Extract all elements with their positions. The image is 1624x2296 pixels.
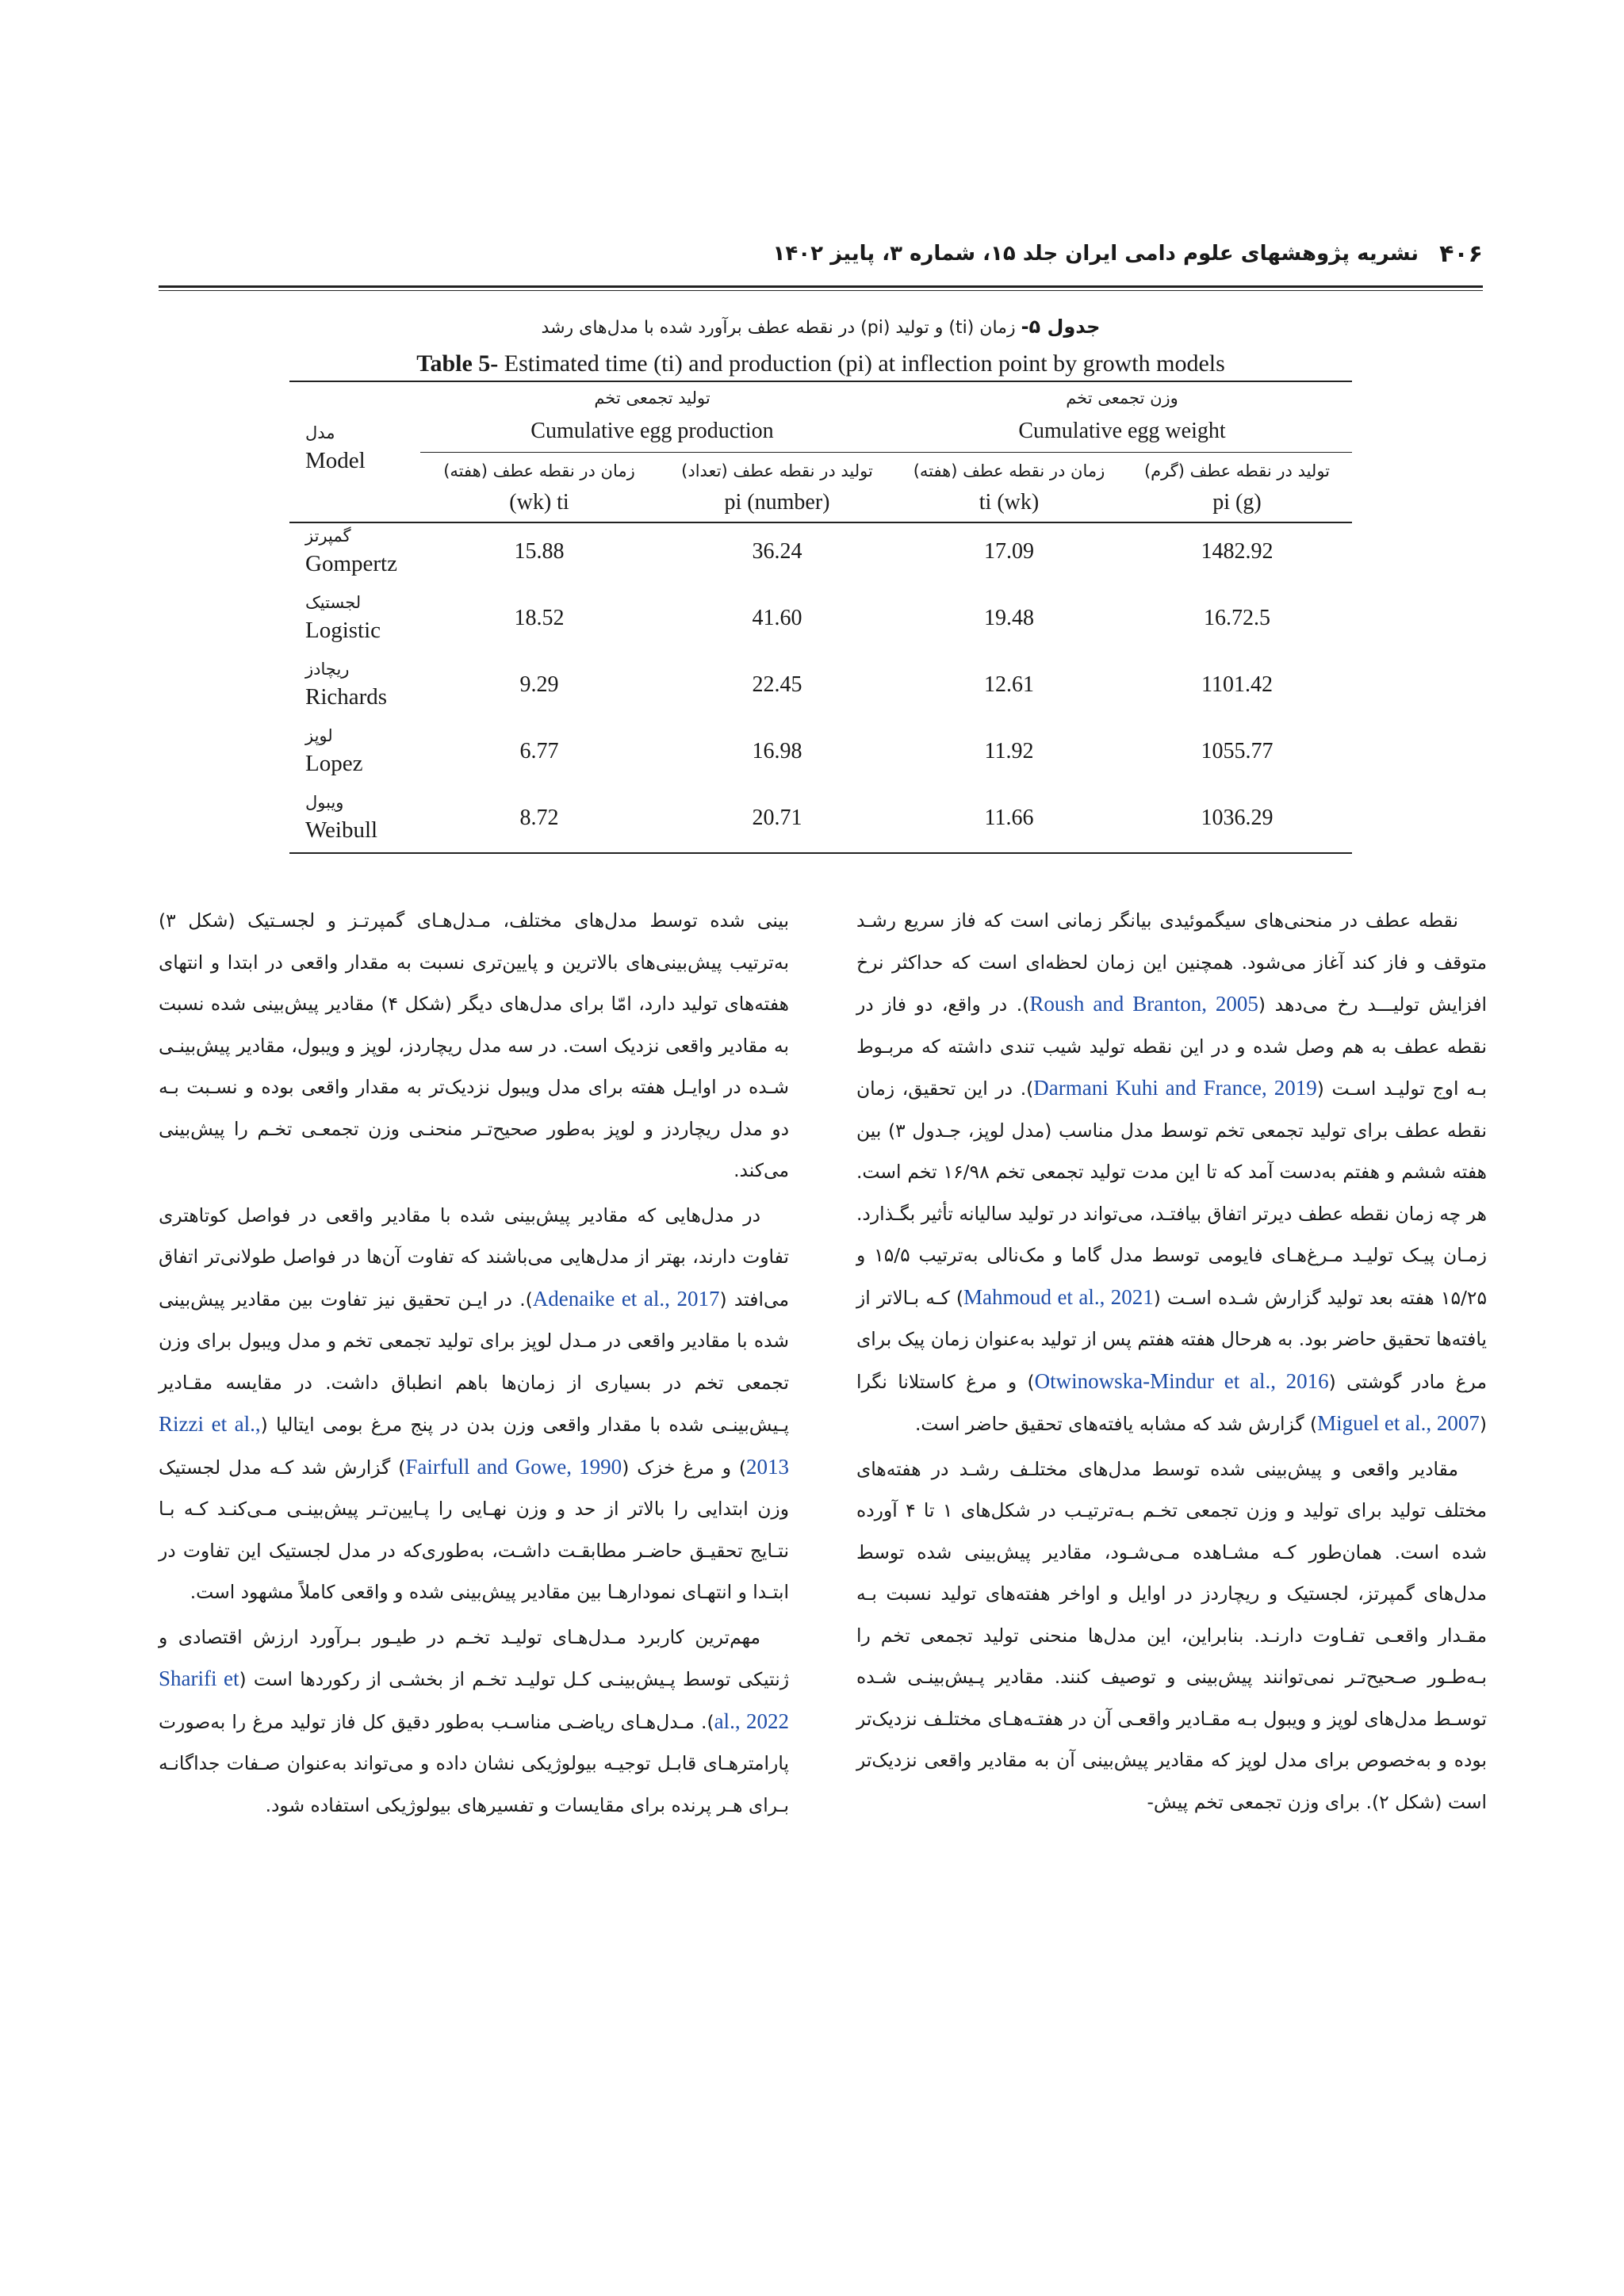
model-name-en: Lopez <box>305 751 363 776</box>
col3-header-en: ti (wk) <box>979 490 1040 515</box>
table-cell: 8.72 <box>519 806 559 830</box>
running-header <box>159 238 1483 270</box>
text: ). در ایـن تحقیق نیز تفاوت بین مقادیر پیش‌بینی شده با مقادیر واقعی در مـدل لوپز برای تولید تجمعی تخم و مدل ویبول برای وزن تجمعی تخم در بسیاری از زمان‌ها باهم انطباق داشت. در مقایسه مقـادیر پـیش‌بینـی شده با مقدار واقعی وزن بدن در پنج مرغ بومی ایتالیا ( <box>159 1288 790 1436</box>
citation-link[interactable]: Roush and Branton, 2005 <box>1029 992 1258 1016</box>
text: نقطه عطف در منحنی‌های سیگموئیدی بیانگر زمانی است که فاز سریع رشـد متوقف و فاز کند آغاز می‌شود. همچنین این زمان لحظه‌ای است که حداکثر نرخ افزایش تولیـــد رخ می‌دهد ( <box>856 909 1487 1016</box>
citation-link[interactable]: Miguel et al., 2007 <box>1317 1411 1480 1435</box>
citation-link[interactable]: Rizzi et al., 2013 <box>159 1412 790 1479</box>
citation-link[interactable]: Fairfull and Gowe, 1990 <box>405 1454 622 1479</box>
table-cell: 6.77 <box>519 739 559 763</box>
model-name-en: Richards <box>305 684 388 710</box>
text: ) گزارش شد که مشابه یافته‌های تحقیق حاضر است. <box>914 1413 1318 1435</box>
table-cell: 41.60 <box>752 606 802 630</box>
table-caption-fa-label: جدول ۵- <box>1021 316 1101 338</box>
paragraph <box>856 900 1487 1445</box>
table-cell: 15.88 <box>514 539 565 564</box>
model-name-fa: ریچادز <box>305 660 350 679</box>
table-caption-fa <box>159 316 1483 338</box>
col1-header-en: (wk) ti <box>509 490 569 515</box>
col2-header-en: pi (number) <box>724 490 830 515</box>
text: در مدل‌هایی که مقادیر پیش‌بینی شده با مقادیر واقعی در فواصل کوتاهتری تفاوت دارند، بهتر از مدل‌هایی می‌باشند که تفاوت آن‌ها در فواصل طولانی‌تر اتفاق می‌افتد ( <box>159 1203 789 1311</box>
table-bottom-rule <box>289 852 1352 854</box>
body-column-right <box>856 900 1487 1823</box>
text: ) و مرغ خزک ( <box>622 1456 747 1479</box>
table-cell: 11.92 <box>984 739 1034 763</box>
body-column-left <box>159 900 789 1826</box>
paragraph: مقادیر واقعی و پیش‌بینی شده توسط مدل‌های مختلـف رشـد در هفته‌های مختلف تولید برای تولید و وزن تجمعی تخـم بـه‌ترتیـب در شکل‌های ۱ تا ۴ آورده شده است. همان‌طور کـه مشـاهده مـی‌شـود، مقادیر پیش‌بینی شده توسط مدل‌های گمپرتز، لجستیک و ریچاردز در اوایل و اواخر هفته‌های تولید نسبت بـه مقـدار واقعـی تفـاوت دارنـد. بنابراین، این مدل‌ها منحنی تولید تجمعی تخم را بـه‌طـور صـحیح‌تـر نمی‌توانند پیش‌بینی و توصیف کنند. مقادیر پـیش‌بینـی شـده توسـط مدل‌های لوپز و ویبول بـه مقـادیر واقعـی آن در هفتـه‌هـای مختلـف نزدیک‌تر بوده و به‌خصوص برای مدل لوپز که مقادیر پیش‌بینی آن به مقادیر واقعی نزدیک‌تر است (شکل ۲). برای وزن تجمعی تخم پیش- <box>856 1457 1487 1813</box>
text: ). در واقع، دو فاز در نقطه عطف به هم وصل شده و در این نقطه تولید شیب تندی داشته که مربـوط بـه اوج تولیـد اسـت ( <box>856 993 1488 1100</box>
table-cell: 1055.77 <box>1201 739 1274 763</box>
model-name-en: Weibull <box>305 817 378 843</box>
text: ). در این تحقیق، زمان نقطه عطف برای تولید تجمعی تخم توسط مدل مناسب (مدل لوپز، جـدول ۳) بین هفته ششم و هفتم به‌دست آمد که تا این مدت تولید تجمعی تخم ۱۶/۹۸ تخم است. هر چه زمان نقطه عطف دیرتر اتفاق بیافتـد، می‌تواند در تولید سالیانه تأثیر بگـذارد. زمـان پیـک تولیـد مـرغ‌هـای فایومی توسط مدل گاما و مک‌نالی به‌ترتیب ۱۵/۵ و ۱۵/۲۵ هفته بعد تولید گزارش شـده اسـت ( <box>856 1077 1488 1309</box>
table-row-model <box>305 656 387 712</box>
col3-header-fa: زمان در نقطه عطف (هفته) <box>913 461 1105 480</box>
model-header-fa: مدل <box>305 423 335 442</box>
page-number: ۴۰۶ <box>1439 239 1483 268</box>
text: ) کـه بـالاتر از یافته‌ها تحقیق حاضر بود. به هرحال هفته هفتم پس از تولید به‌عنوان زمان پیک برای مرغ مادر گوشتی ( <box>856 1286 1487 1393</box>
col1-header-fa: زمان در نقطه عطف (هفته) <box>443 461 635 480</box>
table-cell: 9.29 <box>519 672 559 697</box>
model-name-en: Logistic <box>305 618 381 643</box>
table-cell: 1036.29 <box>1201 806 1274 830</box>
text: ) گزارش شد کـه مدل لجستیک وزن ابتدایی را بالاتر از حد و وزن نهـایی را پـایین‌تـر پیش‌بینـی مـی‌کنـد کـه بـا نتـایج تحقیـق حاضـر مطابقـت داشـت، به‌طوری‌که در مدل لجستیک این تفاوت در ابتـدا و انتهـای نمودارهـا بین مقادیر پیش‌بینی شده و واقعی کاملاً مشهود است. <box>159 1456 789 1603</box>
table-top-rule <box>289 381 1352 382</box>
paragraph <box>159 1195 789 1613</box>
table-row-model <box>305 523 397 579</box>
text: ) و مرغ کاستلانا نگرا ( <box>856 1370 1487 1435</box>
model-name-en: Gompertz <box>305 551 397 576</box>
group-header-weight-fa: وزن تجمعی تخم <box>1066 388 1178 408</box>
group-header-production-en: Cumulative egg production <box>530 419 774 443</box>
col2-header-fa: تولید در نقطه عطف (تعداد) <box>681 461 873 480</box>
table-caption-fa-text: زمان (ti) و تولید (pi) در نقطه عطف برآورد شده با مدل‌های رشد <box>541 318 1016 338</box>
table-cell: 17.09 <box>984 539 1034 564</box>
table-row-model <box>305 790 377 845</box>
citation-link[interactable]: Sharifi et al., 2022 <box>159 1667 789 1733</box>
table-cell: 11.66 <box>984 806 1034 830</box>
table-caption-en-text: Estimated time (ti) and production (pi) at inflection point by growth models <box>504 350 1225 377</box>
journal-title: نشریه پژوهشهای علوم دامی ایران جلد ۱۵، شماره ۳، پاییز ۱۴۰۲ <box>772 242 1419 266</box>
table-cell: 18.52 <box>514 606 565 630</box>
table-cell: 19.48 <box>984 606 1034 630</box>
text: مهم‌ترین کاربرد مـدل‌هـای تولیـد تخـم در طیـور بـرآورد ارزش اقتصادی و ژنتیکی توسط پـیش‌بینـی کـل تولیـد تخـم از بخشـی از رکوردها است ( <box>159 1625 789 1690</box>
table-cell: 16.72.5 <box>1204 606 1270 630</box>
group-header-production-fa: تولید تجمعی تخم <box>594 388 710 408</box>
header-rule-thin <box>159 290 1483 291</box>
table-cell: 36.24 <box>752 539 802 564</box>
table-cell: 16.98 <box>752 739 802 763</box>
table-cell: 12.61 <box>984 672 1034 697</box>
table-row-model <box>305 590 381 645</box>
table-inflection-point <box>289 381 1352 856</box>
model-name-fa: لوپز <box>305 726 333 745</box>
header-bottom-rule <box>289 522 1352 523</box>
col4-header-fa: تولید در نقطه عطف (گرم) <box>1143 461 1331 480</box>
paragraph <box>159 1617 789 1827</box>
table-caption-en <box>159 350 1483 377</box>
text: ). مـدل‌هـای ریاضـی مناسـب به‌طور دقیق کل فاز تولید مرغ را به‌صورت پارامترهـای قابـل توجیـه بیولوژیکی نشان داده و می‌تواند به‌عنوان صـفات جداگانـه بـرای هـر پرنده برای مقایسات و تفسیرهای بیولوژیکی استفاده شود. <box>159 1710 789 1816</box>
table-cell: 20.71 <box>752 806 802 830</box>
citation-link[interactable]: Mahmoud et al., 2021 <box>963 1284 1154 1309</box>
citation-link[interactable]: Darmani Kuhi and France, 2019 <box>1033 1076 1317 1100</box>
group-header-weight-en: Cumulative egg weight <box>1018 419 1226 443</box>
model-name-fa: گمپرتز <box>305 526 351 545</box>
model-header <box>305 420 366 476</box>
col4-header-en: pi (g) <box>1212 490 1262 515</box>
citation-link[interactable]: Otwinowska-Mindur et al., 2016 <box>1034 1368 1329 1393</box>
group-header-rule <box>420 452 1352 453</box>
table-caption-en-label: Table 5- <box>416 350 499 377</box>
model-header-en: Model <box>305 448 366 473</box>
table-cell: 22.45 <box>752 672 802 697</box>
header-rule <box>159 285 1483 288</box>
table-row-model <box>305 723 362 779</box>
model-name-fa: لجستیک <box>305 593 362 612</box>
table-cell: 1101.42 <box>1201 672 1273 697</box>
paragraph: بینی شده توسط مدل‌های مختلف، مـدل‌هـای گمپرتـز و لجسـتیک (شکل ۳) به‌ترتیب پیش‌بینی‌های بالاترین و پایین‌تری نسبت به مقدار واقعی در ابتدا و انتهای هفته‌های تولید دارد، امّا برای مدل‌های دیگر (شکل ۴) مقادیر پیش‌بینی شده نسبت به مقادیر واقعی نزدیک است. در سه مدل ریچاردز، لوپز و ویبول، مقادیر پیش‌بینـی شـده در اوایـل هفته برای مدل ویبول نزدیک‌تر به مقدار واقعی بوده و نسـبت بـه دو مدل ریچاردز و لوپز به‌طور صحیح‌تـر منحنـی وزن تجمعـی تخـم را پیش‌بینی می‌کند. <box>159 909 789 1181</box>
citation-link[interactable]: Adenaike et al., 2017 <box>532 1286 720 1311</box>
model-name-fa: ویبول <box>305 793 344 812</box>
table-cell: 1482.92 <box>1201 539 1274 564</box>
